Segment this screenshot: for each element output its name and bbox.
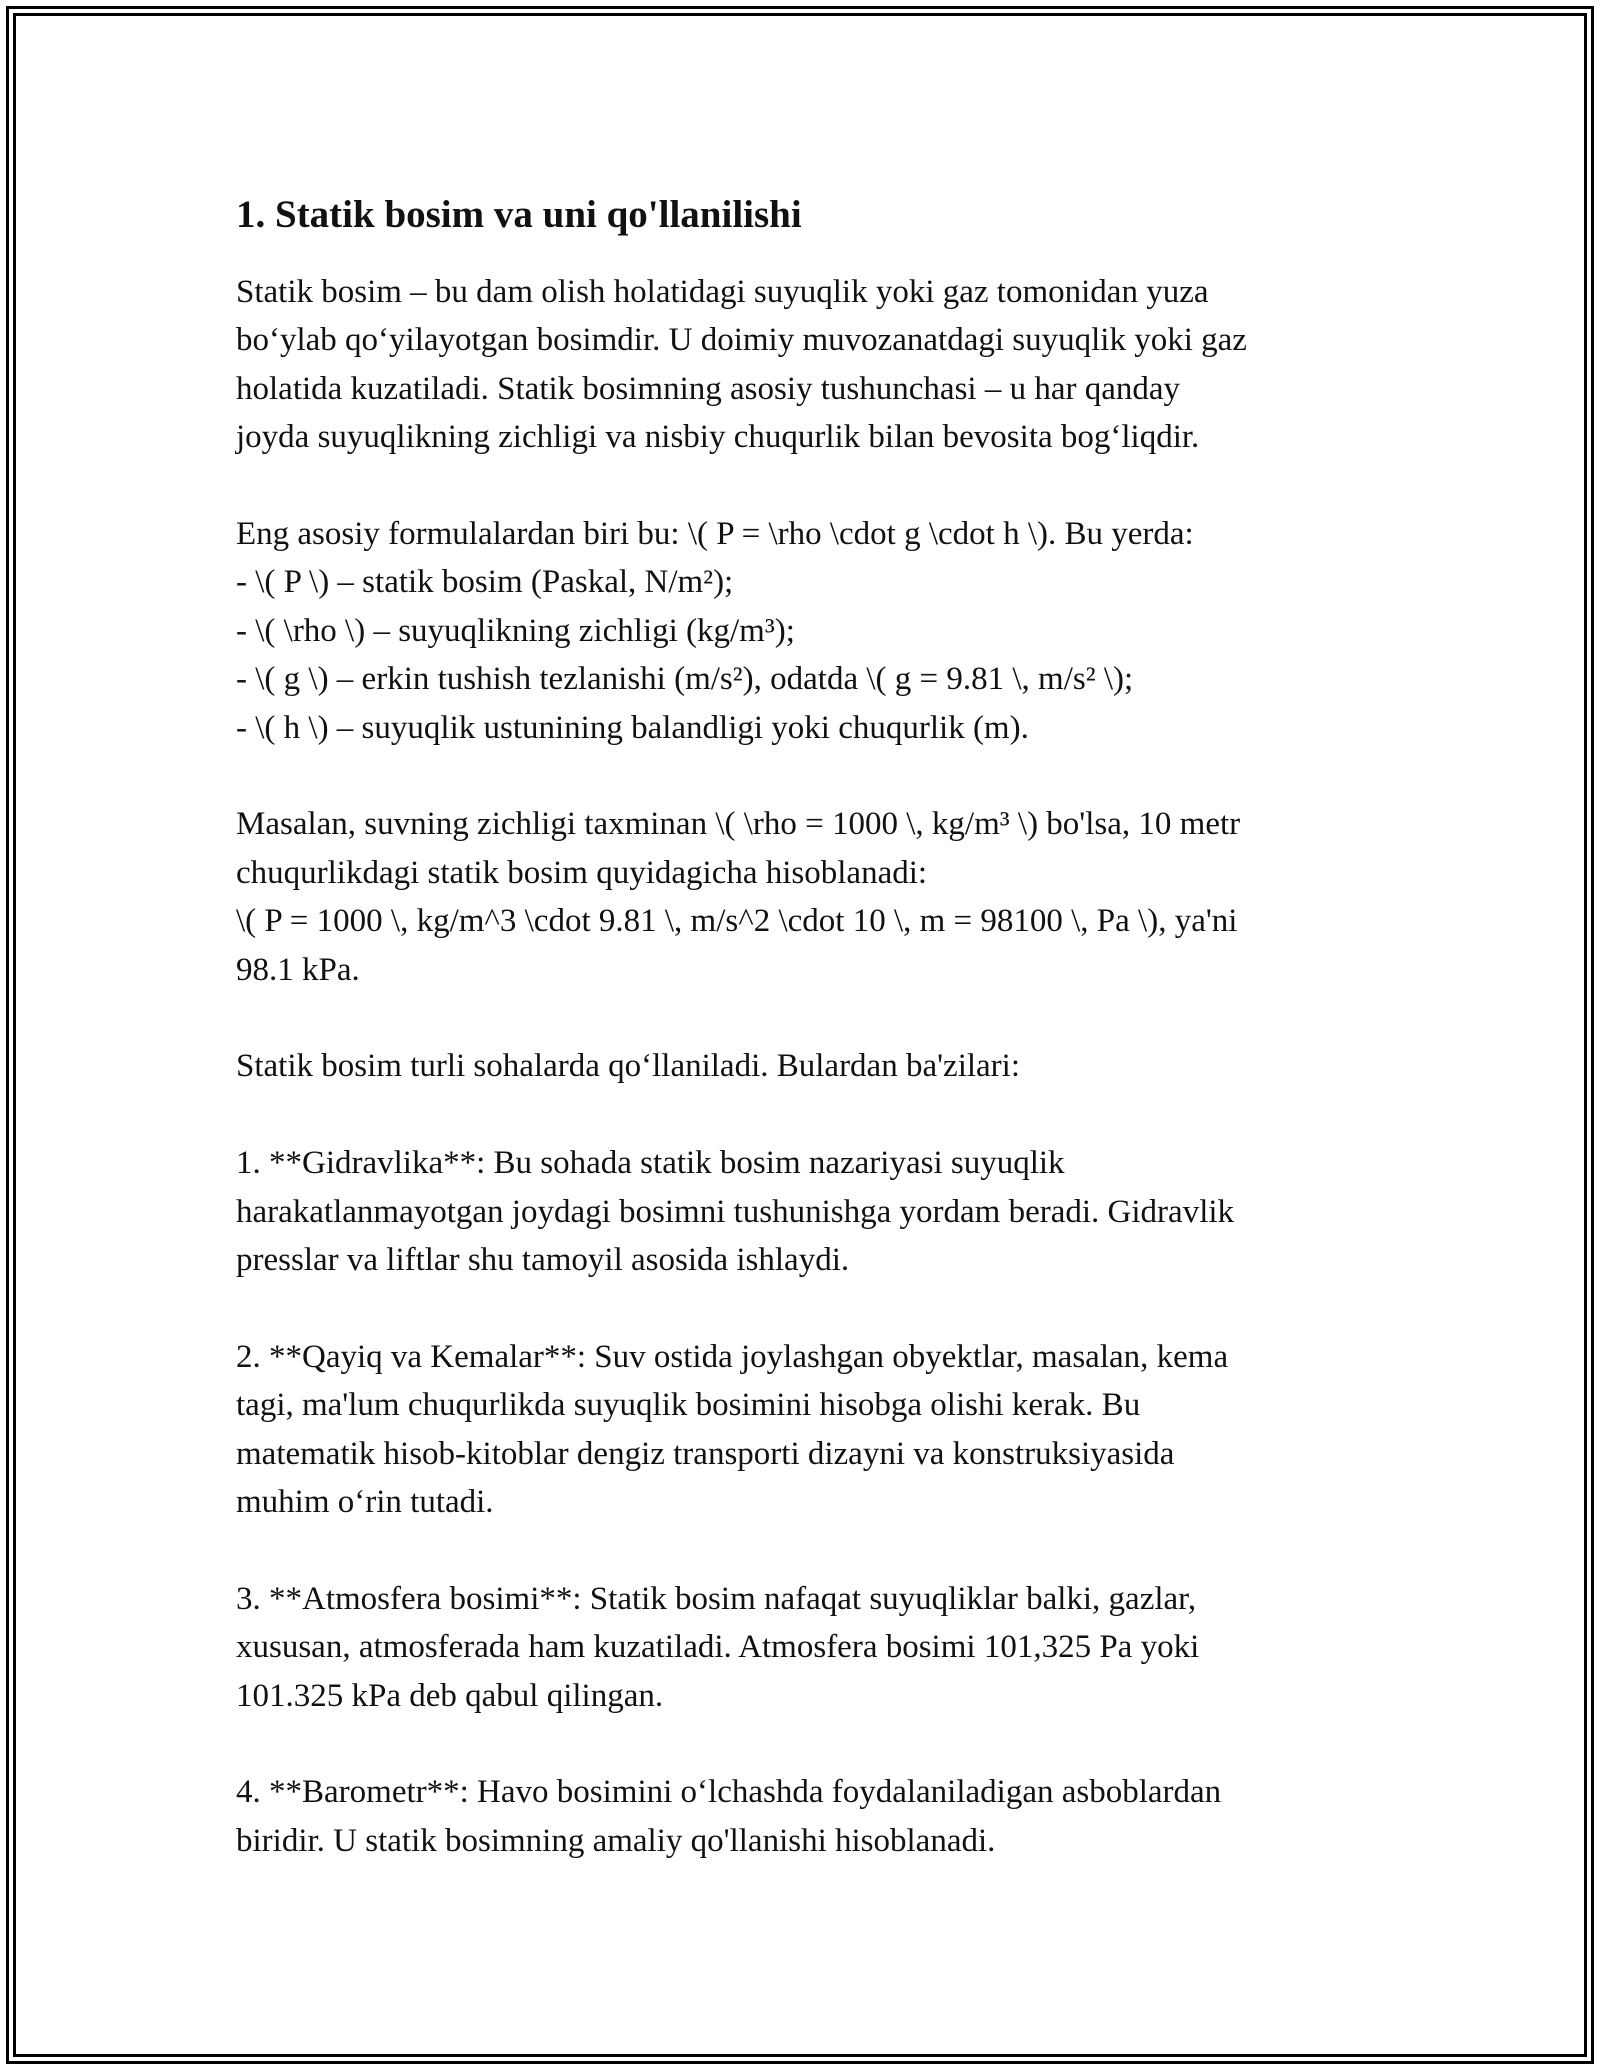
list-item-hydraulics	[236, 1139, 1386, 1284]
text-line: muhim o‘rin tutadi.	[236, 1484, 494, 1521]
text-line: 98.1 kPa.	[236, 951, 360, 988]
paragraph-formula	[236, 510, 1386, 752]
text-line: - \( P \) – statik bosim (Paskal, N/m²);	[236, 564, 734, 601]
text-line: 3. **Atmosfera bosimi**: Statik bosim nafaqat suyuqliklar balki, gazlar,	[236, 1580, 1197, 1617]
paragraph-applications-intro	[236, 1042, 1386, 1090]
text-line: xususan, atmosferada ham kuzatiladi. Atmosfera bosimi 101,325 Pa yoki	[236, 1629, 1200, 1666]
text-line: Masalan, suvning zichligi taxminan \( \rho = 1000 \, kg/m³ \) bo'lsa, 10 metr	[236, 806, 1241, 843]
paragraph-example	[236, 800, 1386, 994]
text-line: Statik bosim – bu dam olish holatidagi suyuqlik yoki gaz tomonidan yuza	[236, 274, 1209, 310]
list-item-atmosphere	[236, 1575, 1386, 1720]
text-line: \( P = 1000 \, kg/m^3 \cdot 9.81 \, m/s^2 \cdot 10 \, m = 98100 \, Pa \), ya'ni	[236, 903, 1238, 940]
text-line: 4. **Barometr**: Havo bosimini o‘lchashda foydalaniladigan asboblardan	[236, 1774, 1222, 1811]
text-line: Statik bosim turli sohalarda qo‘llaniladi. Bulardan ba'zilari:	[236, 1048, 1021, 1085]
text-line: 101.325 kPa deb qabul qilingan.	[236, 1677, 664, 1714]
text-line: chuqurlikdagi statik bosim quyidagicha hisoblanadi:	[236, 854, 928, 891]
text-line: 2. **Qayiq va Kemalar**: Suv ostida joylashgan obyektlar, masalan, kema	[236, 1338, 1229, 1375]
paragraph-definition	[236, 268, 1386, 462]
text-line: harakatlanmayotgan joydagi bosimni tushunishga yordam beradi. Gidravlik	[236, 1193, 1235, 1230]
text-line: presslar va liftlar shu tamoyil asosida ishlaydi.	[236, 1242, 850, 1279]
section-title: 1. Statik bosim va uni qo'llanilishi	[236, 193, 802, 236]
document-body	[236, 186, 1386, 1914]
text-line: tagi, ma'lum chuqurlikda suyuqlik bosimini hisobga olishi kerak. Bu	[236, 1387, 1141, 1424]
text-line: biridir. U statik bosimning amaliy qo'llanishi hisoblanadi.	[236, 1822, 996, 1859]
text-line: bo‘ylab qo‘yilayotgan bosimdir. U doimiy muvozanatdagi suyuqlik yoki gaz	[236, 322, 1247, 359]
text-line: - \( g \) – erkin tushish tezlanishi (m/s²), odatda \( g = 9.81 \, m/s² \);	[236, 661, 1134, 698]
list-item-ships	[236, 1333, 1386, 1527]
text-line: holatida kuzatiladi. Statik bosimning asosiy tushunchasi – u har qanday	[236, 370, 1181, 407]
text-line: joyda suyuqlikning zichligi va nisbiy chuqurlik bilan bevosita bog‘liqdir.	[236, 419, 1200, 456]
text-line: Eng asosiy formulalardan biri bu: \( P = \rho \cdot g \cdot h \). Bu yerda:	[236, 516, 1194, 553]
text-line: - \( h \) – suyuqlik ustunining balandligi yoki chuqurlik (m).	[236, 709, 1029, 746]
text-line: matematik hisob-kitoblar dengiz transporti dizayni va konstruksiyasida	[236, 1435, 1175, 1472]
list-item-barometer	[236, 1768, 1386, 1865]
text-line: - \( \rho \) – suyuqlikning zichligi (kg/m³);	[236, 612, 795, 649]
text-line: 1. **Gidravlika**: Bu sohada statik bosim nazariyasi suyuqlik	[236, 1145, 1065, 1182]
